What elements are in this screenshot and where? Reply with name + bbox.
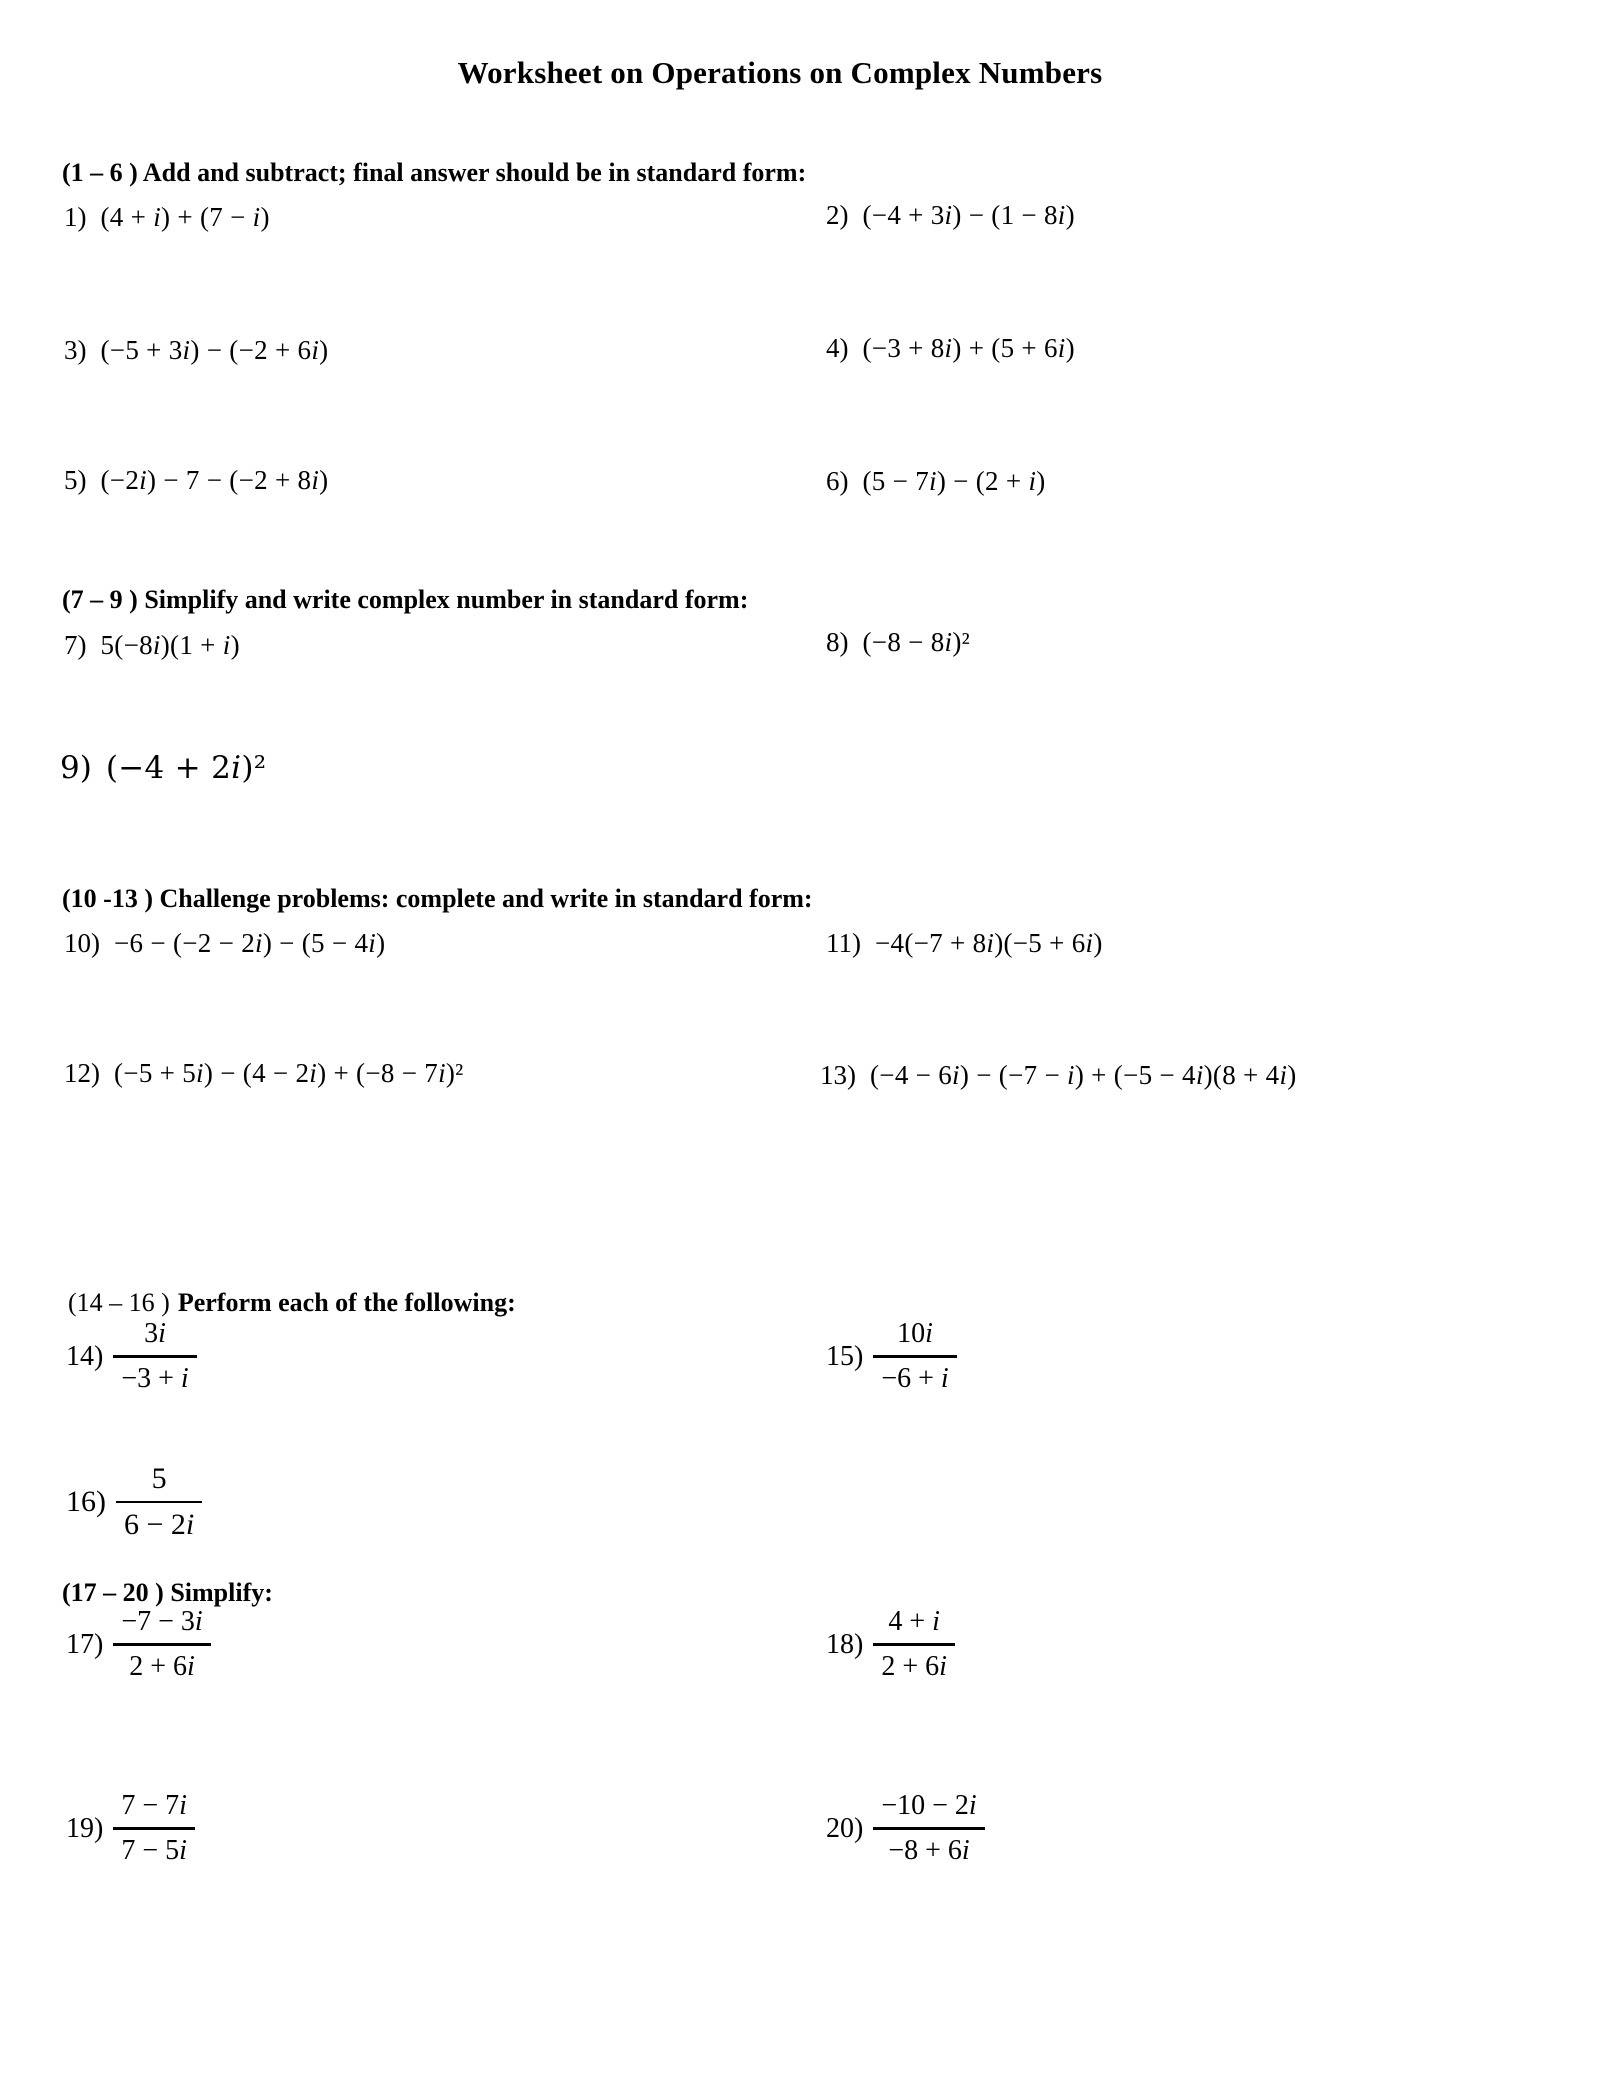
problem-16: 16) $\frac{5}{6 - 2i}$ (66, 1462, 202, 1542)
section-header-challenge-problems: (10 -13 ) Challenge problems: complete and write in standard form: (62, 884, 813, 913)
section-header-add-subtract: (1 – 6 ) Add and subtract; final answer should be in standard form: (62, 158, 807, 187)
problem-18: 18) $\frac{4 + i}{2 + 6i}$ (826, 1606, 955, 1683)
fraction: $\frac{10i}{-6 + i}$ (873, 1318, 956, 1395)
fraction: $\frac{7 - 7i}{7 - 5i}$ (113, 1790, 195, 1867)
problem-10: 10) −6 − (−2 − 2i) − (5 − 4i) (64, 928, 386, 958)
problem-6: 6) (5 − 7i) − (2 + i) (826, 466, 1046, 496)
problem-5: 5) (−2i) − 7 − (−2 + 8i) (64, 465, 329, 495)
problem-3: 3) (−5 + 3i) − (−2 + 6i) (64, 335, 329, 365)
problem-2: 2) (−4 + 3i) − (1 − 8i) (826, 200, 1075, 230)
problem-14: 14) $\frac{3i}{-3 + i}$ (66, 1318, 197, 1395)
section-header-simplify: (17 – 20 ) Simplify: (62, 1578, 273, 1607)
problem-8: 8) (−8 − 8i)² (826, 627, 971, 657)
section-header-simplify-standard-form: (7 – 9 ) Simplify and write complex number in standard form: (62, 585, 749, 614)
problem-13: 13) (−4 − 6i) − (−7 − i) + (−5 − 4i)(8 + 4i) (820, 1060, 1297, 1090)
problem-7: 7) 5(−8i)(1 + i) (64, 630, 240, 660)
fraction: $\frac{-7 - 3i}{2 + 6i}$ (113, 1606, 210, 1683)
fraction: $\frac{-10 - 2i}{-8 + 6i}$ (873, 1790, 984, 1867)
problem-20: 20) $\frac{-10 - 2i}{-8 + 6i}$ (826, 1790, 985, 1867)
problem-9: 9) (−4 + 2i)² (60, 750, 267, 786)
problem-15: 15) $\frac{10i}{-6 + i}$ (826, 1318, 957, 1395)
problem-11: 11) −4(−7 + 8i)(−5 + 6i) (826, 928, 1103, 958)
problem-12: 12) (−5 + 5i) − (4 − 2i) + (−8 − 7i)² (64, 1058, 464, 1088)
page-title: Worksheet on Operations on Complex Numbers (457, 55, 1103, 90)
fraction: $\frac{4 + i}{2 + 6i}$ (873, 1606, 955, 1683)
section-header-perform-following: (14 – 16 ) Perform each of the following: (68, 1288, 516, 1317)
problem-17: 17) $\frac{-7 - 3i}{2 + 6i}$ (66, 1606, 211, 1683)
problem-4: 4) (−3 + 8i) + (5 + 6i) (826, 333, 1075, 363)
problem-19: 19) $\frac{7 - 7i}{7 - 5i}$ (66, 1790, 195, 1867)
fraction: $\frac{5}{6 - 2i}$ (116, 1462, 202, 1542)
problem-1: 1) (4 + i) + (7 − i) (64, 202, 270, 232)
fraction: $\frac{3i}{-3 + i}$ (113, 1318, 196, 1395)
